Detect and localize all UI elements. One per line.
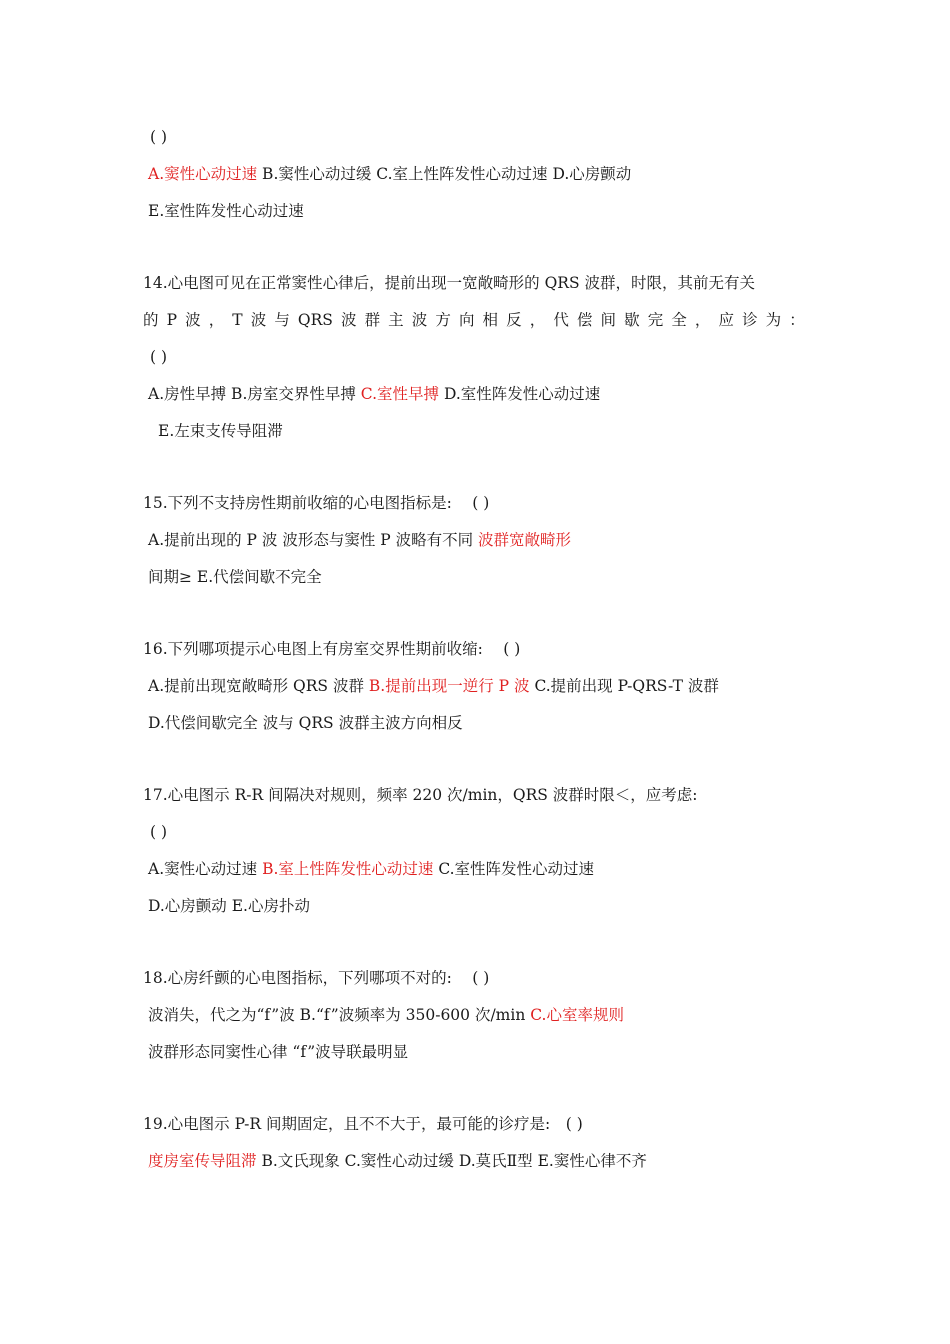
q19-options-after: B.文氏现象 C.窦性心动过缓 D.莫氏Ⅱ型 E.窦性心律不齐 — [256, 1152, 647, 1170]
q14-stem-line2-word: 诊 — [742, 311, 758, 329]
q14-stem-line2-word: 全 — [671, 311, 687, 329]
q14-stem-line2-word: 反 — [506, 311, 522, 329]
q14-stem-line2-word: 歇 — [624, 311, 640, 329]
q14-stem-line2-word: ， — [208, 311, 225, 329]
q14-stem-line2-word: ： — [789, 311, 805, 329]
q18-options-before: 波消失，代之为“f”波 B.“f”波频率为 350-600 次/min — [148, 1006, 531, 1024]
q14-stem-line2-word: 相 — [482, 311, 499, 329]
q18-stem: 18.心房纤颤的心电图指标，下列哪项不对的: ( ) — [143, 969, 490, 987]
q14-stem-line2-word: 偿 — [576, 311, 593, 329]
q13-other-options: B.窦性心动过缓 C.室上性阵发性心动过速 D.心房颤动 — [257, 165, 632, 183]
q19-correct-answer: 度房室传导阻滞 — [148, 1152, 257, 1170]
q17-options-before: A.窦性心动过速 — [148, 860, 263, 878]
q16-options-before: A.提前出现宽敞畸形 QRS 波群 — [148, 677, 369, 695]
q17-options-line — [148, 858, 594, 880]
q17-correct-answer: B.室上性阵发性心动过速 — [262, 860, 434, 878]
q14-stem-line2-word: 波 — [411, 311, 428, 329]
q16-options-line3: D.代偿间歇完全 波与 QRS 波群主波方向相反 — [148, 714, 463, 732]
q18-options-line3: 波群形态同窦性心律 “f”波导联最明显 — [148, 1043, 409, 1061]
q15-stem: 15.下列不支持房性期前收缩的心电图指标是: ( ) — [143, 494, 490, 512]
q17-options-line4: D.心房颤动 E.心房扑动 — [148, 897, 310, 915]
q13-option-e: E.室性阵发性心动过速 — [148, 202, 304, 220]
q14-stem-line2-word: ， — [694, 311, 711, 329]
q14-stem-line2-word: 间 — [600, 311, 617, 329]
q18-options-line — [148, 1004, 624, 1026]
q14-stem-line2-word: 主 — [388, 311, 404, 329]
q14-stem-line2-word: 完 — [647, 311, 664, 329]
q14-stem-line2-word: ， — [529, 311, 546, 329]
q14-correct-answer: C.室性早搏 — [360, 385, 440, 403]
q17-answer-paren: ( ) — [150, 823, 168, 841]
q13-options-line — [148, 163, 631, 185]
q16-options-after: C.提前出现 P-QRS-T 波群 — [529, 677, 719, 695]
q14-stem-line2-word: 波 — [185, 311, 201, 329]
q14-stem-line2-word: 方 — [435, 311, 451, 329]
q14-stem-line2-word: 应 — [718, 311, 734, 329]
q14-stem-line1: 14.心电图可见在正常窦性心律后，提前出现一宽敞畸形的 QRS 波群，时限，其前无有关 — [143, 274, 756, 292]
q18-correct-answer: C.心室率规则 — [530, 1006, 624, 1024]
q14-stem-line2-word: T — [232, 311, 243, 329]
q14-stem-line2-word: QRS — [297, 311, 333, 329]
q14-stem-line2-word: 向 — [458, 311, 475, 329]
q14-stem-line2 — [143, 309, 805, 331]
q14-stem-line2-word: P — [166, 311, 178, 329]
q19-stem: 19.心电图示 P-R 间期固定，且不不大于，最可能的诊疗是: ( ) — [143, 1115, 583, 1133]
q17-options-after: C.室性阵发性心动过速 — [433, 860, 595, 878]
q14-options-line — [148, 383, 600, 405]
q13-correct-answer: A.窦性心动过速 — [148, 165, 258, 183]
q19-options-line — [148, 1150, 647, 1172]
q15-options-line — [148, 529, 571, 551]
q14-stem-line2-word: 波 — [340, 311, 357, 329]
q16-stem: 16.下列哪项提示心电图上有房室交界性期前收缩: ( ) — [143, 640, 521, 658]
q16-correct-answer: B.提前出现一逆行 P 波 — [368, 677, 530, 695]
q14-stem-line2-word: 的 — [143, 311, 159, 329]
q14-stem-line2-word: 与 — [274, 311, 290, 329]
q14-stem-line2-word: 波 — [250, 311, 267, 329]
q14-options-before: A.房性早搏 B.房室交界性早搏 — [148, 385, 361, 403]
q14-stem-line2-word: 代 — [553, 311, 569, 329]
q15-options-line3: 间期≥ E.代偿间歇不完全 — [148, 568, 322, 586]
q14-answer-paren: ( ) — [150, 348, 168, 366]
q15-correct-answer: 波群宽敞畸形 — [478, 531, 572, 549]
q14-option-e: E.左束支传导阻滞 — [158, 422, 283, 440]
q14-stem-line2-word: 群 — [364, 311, 381, 329]
q17-stem: 17.心电图示 R-R 间隔决对规则，频率 220 次/min，QRS 波群时限＜，应考虑: — [143, 786, 698, 804]
q14-options-after: D.室性阵发性心动过速 — [439, 385, 601, 403]
q14-stem-line2-word: 为 — [765, 311, 782, 329]
q16-options-line — [148, 675, 719, 697]
q15-options-before: A.提前出现的 P 波 波形态与窦性 P 波略有不同 — [148, 531, 479, 549]
q13-answer-paren: ( ) — [150, 128, 168, 146]
